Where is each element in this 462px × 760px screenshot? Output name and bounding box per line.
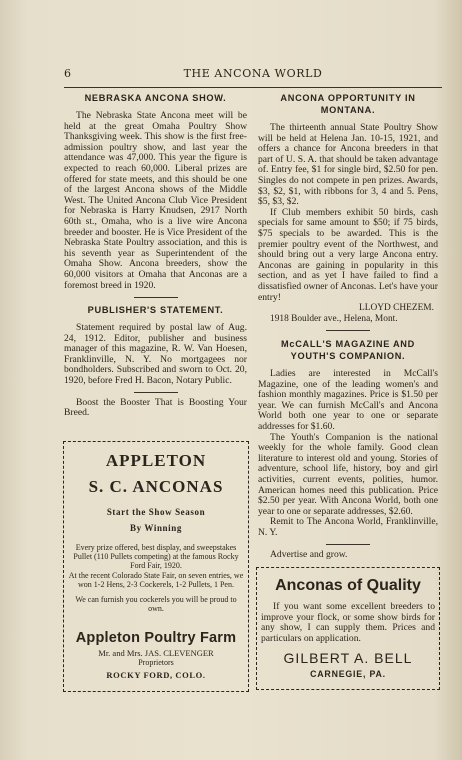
ad-proprietors: Proprietors: [138, 657, 174, 667]
bell-advertisement: [256, 567, 440, 690]
boost-slogan: Boost the Booster That is Boosting Your Breed.: [64, 396, 247, 419]
signature-address: 1918 Boulder ave., Helena, Mont.: [270, 314, 398, 325]
signature-name: LLOYD CHEZEM.: [359, 303, 434, 314]
ad-quality-title: Anconas of Quality: [275, 577, 421, 594]
remit-paragraph: Remit to The Ancona World, Franklinville, N. Y.: [258, 516, 438, 538]
right-column: [258, 92, 438, 560]
montana-paragraph-2: If Club members exhibit 50 birds, cash specials for same amount to $50; if 75 birds, $75 specials to be awarded. This is the premier poultry event of the Northwest, and should bring out a very large Ancona entry. Anconas are gaining in popularity in this section, and as yet I have failed to find a dissatisfied owner of Anconas. Let's have your entry!: [258, 206, 438, 303]
magazine-title: THE ANCONA WORLD: [183, 67, 323, 80]
mccalls-paragraph: Ladies are interested in McCall's Magazine, one of the leading women's and fashion monthly magazines. Price is $1.50 per year. We can furnish McCall's and Ancona World both one year to one or separate addresses for $1.60.: [258, 368, 438, 433]
ad-quality-body: If you want some excellent breeders to improve your flock, or some show birds for any show, I can supply them. Prices and particulars on application.: [261, 601, 435, 644]
ad-breeder-name: GILBERT A. BELL: [283, 650, 413, 667]
section-divider: [134, 297, 178, 298]
publisher-heading: PUBLISHER'S STATEMENT.: [87, 305, 224, 316]
publisher-statement: Statement required by postal law of Aug. 24, 1912. Editor, publisher and business manager of this magazine, R. W. Van Hoesen, Franklinville, N. Y. No mortgagees nor bondholders. Subscribed and sworn to Oct. 20, 1920, before Fred H. Bacon, Notary Public.: [64, 322, 247, 387]
ad-farm-name: Appleton Poultry Farm: [75, 629, 237, 646]
ad-show-season: Start the Show Season: [106, 507, 206, 517]
montana-paragraph-1: The thirteenth annual State Poultry Show will be held at Helena Jan. 10-15, 1921, and offers a chance for Ancona breeders in that part of U. S. A. that should be taken advantage of. Entry fee, $1 for single bird, $2.50 for pen. Singles do not compete in pen prizes. Awards, $3, $2, $1, with ribbons for 3, 4 and 5. Pens, $5, $3, $2.: [258, 122, 438, 208]
left-column: [64, 92, 247, 419]
ad-colorado-results: At the recent Colorado State Fair, on seven entries, we won 1-2 Hens, 2-3 Cockerels, 1-2 Pullets, 1 Pen.: [68, 571, 244, 590]
ad-anconas-line: S. C. ANCONAS: [88, 477, 224, 496]
nebraska-article: The Nebraska State Ancona meet will be held at the great Omaha Poultry Show Thanksgiving week. This show is the first free-admission poultry show, and last year the attendance was 47,000. This year the figure is expected to reach 60,000. Liberal prizes are offered for state meets, and this should be one of the largest Ancona shows of the Middle West. The United Ancona Club Vice President for Nebraska is Harry Knudsen, 2917 North 60th st., Omaha, who is a live wire Ancona breeder and booster. He is Vice President of the Nebraska State Poultry association, and this is his seventh year as Superintendent of the Omaha Show. Ancona breeders, show the 60,000 visitors at Omaha that Anconas are a foremost breed in 1920.: [64, 110, 247, 291]
nebraska-heading: NEBRASKA ANCONA SHOW.: [84, 93, 227, 103]
mccalls-heading: McCALL'S MAGAZINE AND YOUTH'S COMPANION.: [281, 339, 415, 362]
page-number: 6: [64, 67, 72, 80]
running-header: [64, 67, 442, 83]
ad-appleton-line: APPLETON: [105, 451, 207, 470]
ad-town: ROCKY FORD, COLO.: [106, 669, 206, 680]
ad-rocky-ford-results: Every prize offered, best display, and sweepstakes Pullet (110 Pullets competing) at the famous Rocky Ford Fair, 1920.: [73, 543, 239, 570]
ad-cockerels-offer: We can furnish you cockerels you will be proud to own.: [75, 594, 237, 613]
ad-by-winning: By Winning: [130, 523, 182, 533]
advertise-slogan: Advertise and grow.: [270, 548, 348, 560]
section-divider: [326, 330, 370, 331]
ad-breeder-town: CARNEGIE, PA.: [310, 669, 386, 680]
youths-companion-paragraph: The Youth's Companion is the national weekly for the whole family. Good clean literature to interest old and young. Stories of adventure, school life, history, boy and girl activities, current events, polities, humor. American homes need this publication. Price $2.50 per year. With Ancona World, both one year to one or separate addresses, $2.60.: [258, 431, 438, 517]
appleton-advertisement: [63, 441, 249, 692]
section-divider: [326, 544, 370, 545]
montana-heading: ANCONA OPPORTUNITY IN MONTANA.: [280, 93, 416, 115]
header-rule: [64, 87, 442, 88]
ad-owners: Mr. and Mrs. JAS. CLEVENGER: [98, 647, 214, 658]
section-divider: [134, 392, 178, 393]
